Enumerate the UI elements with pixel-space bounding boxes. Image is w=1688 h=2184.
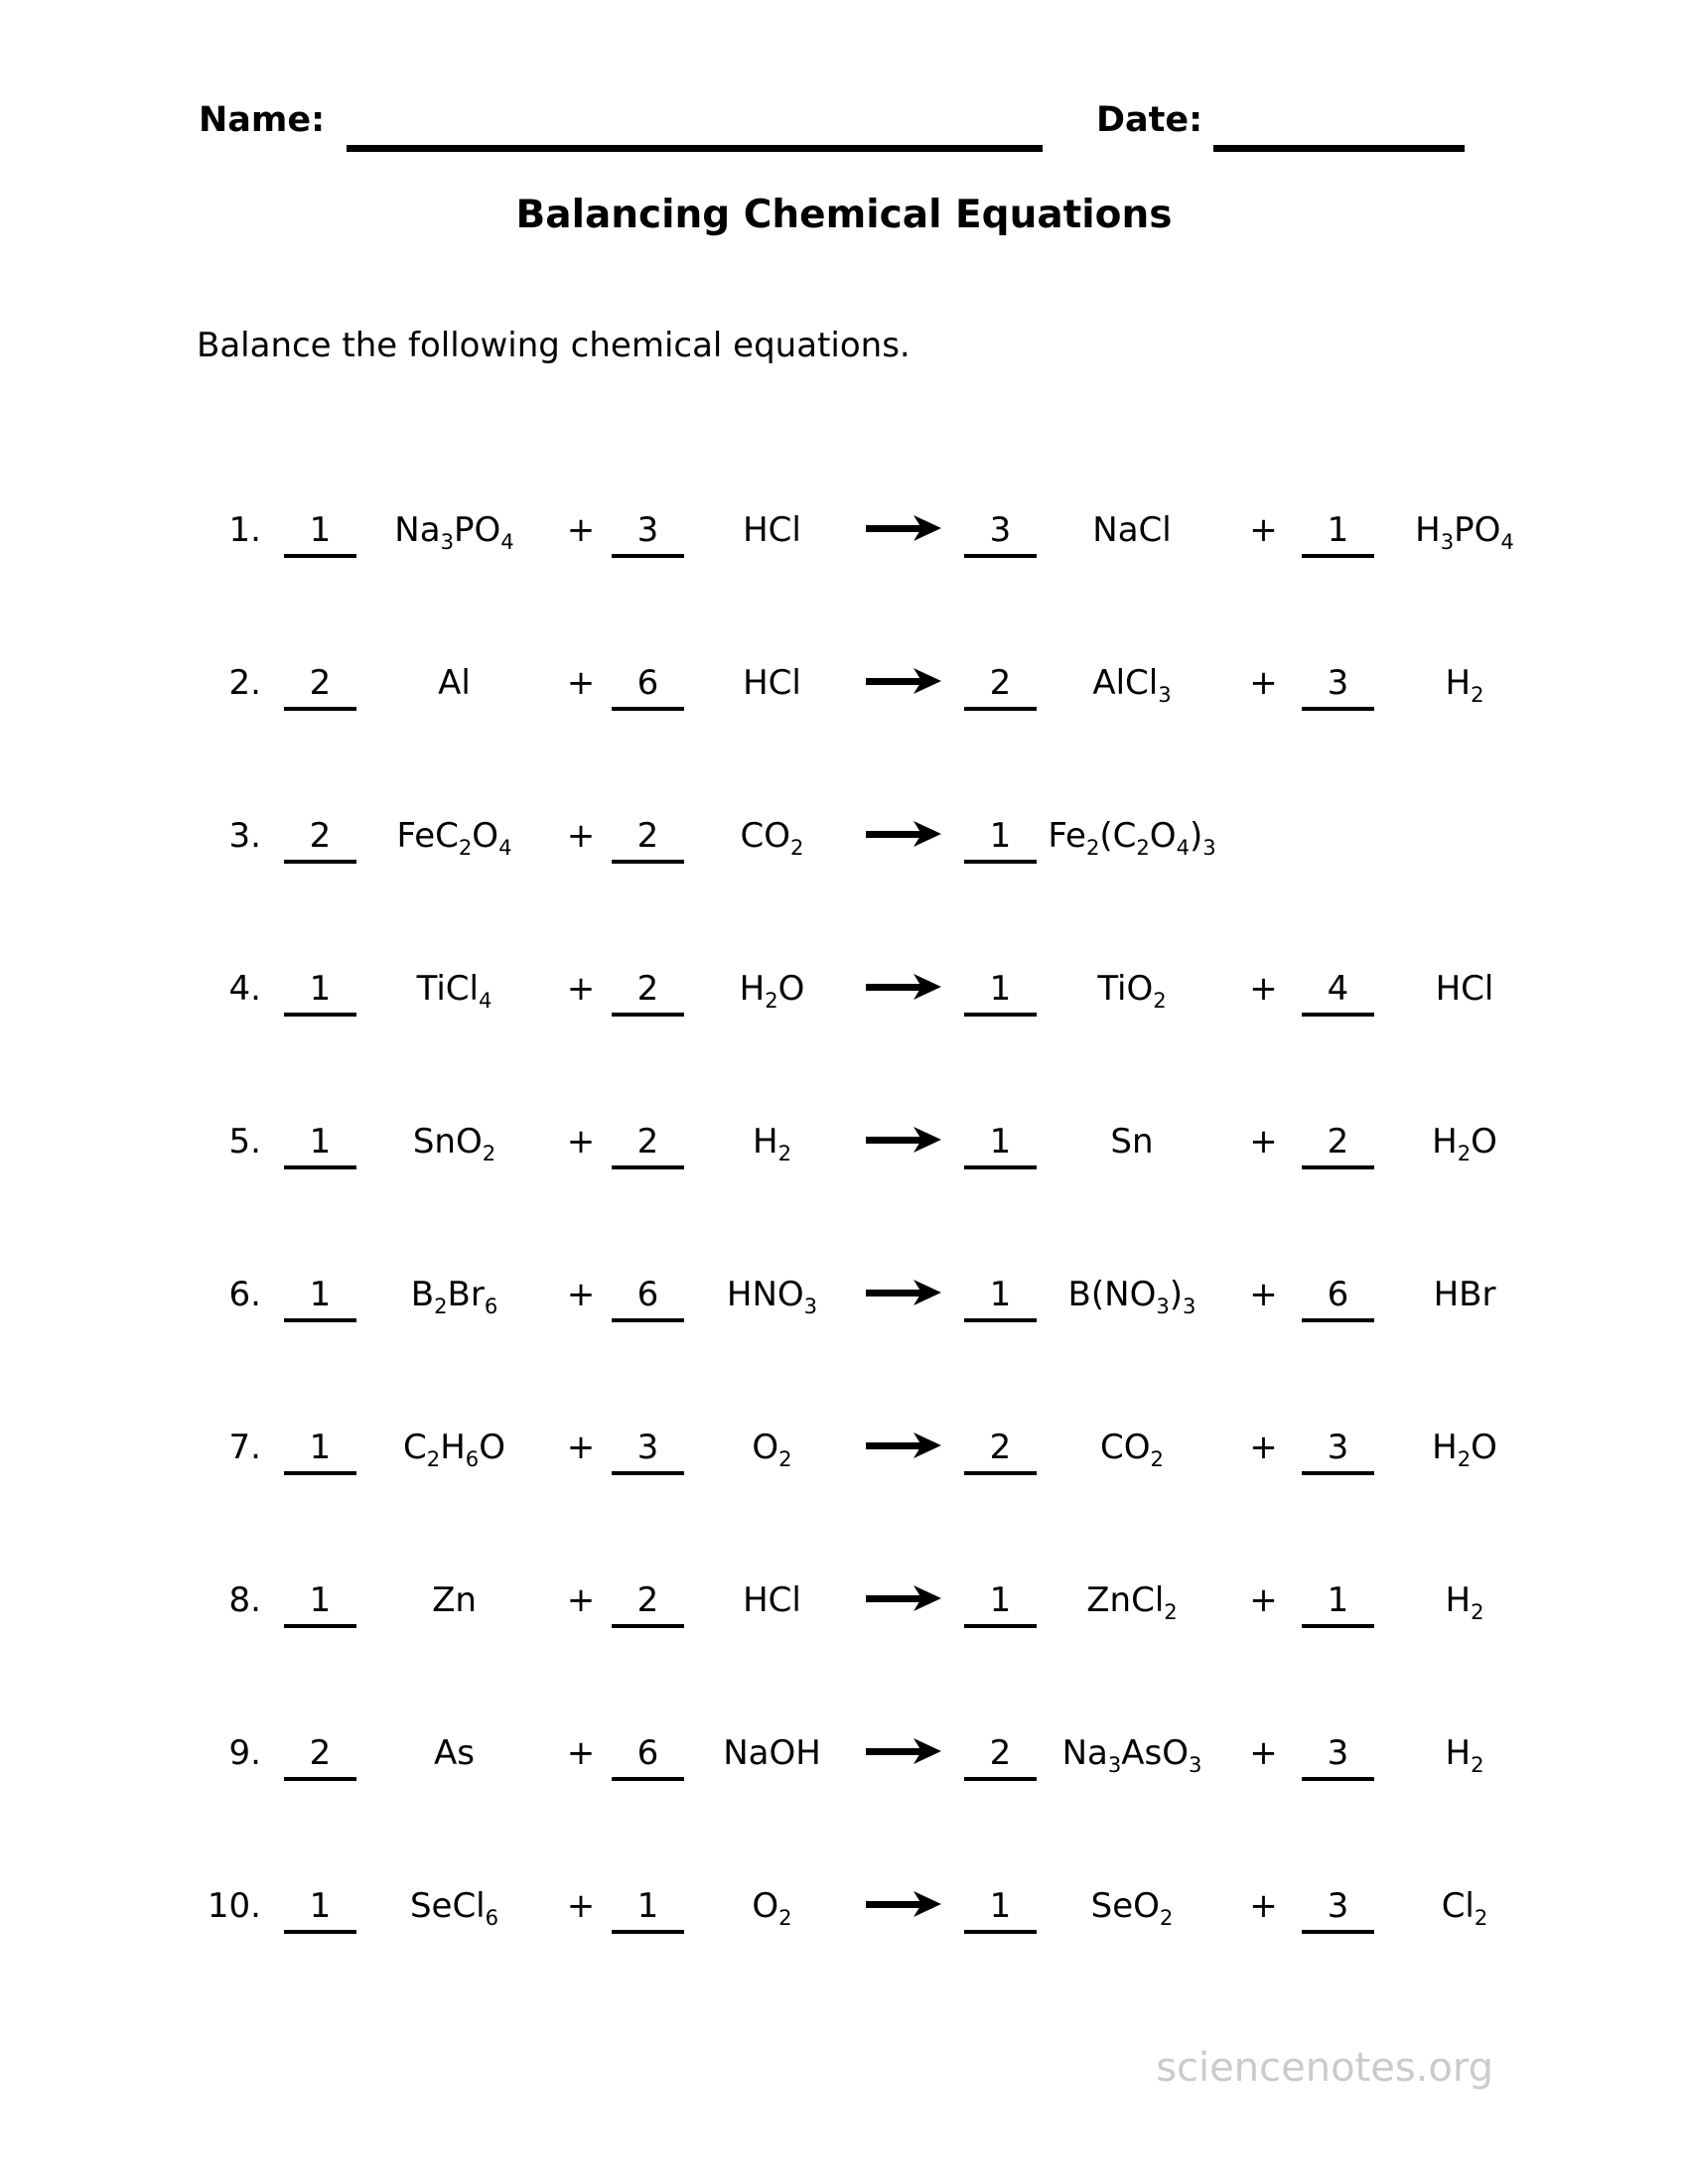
chemical-formula: $CO_2$	[740, 816, 804, 860]
equation-number: 9.	[228, 1733, 261, 1773]
chemical-formula: TiCl$_4$	[416, 969, 492, 1013]
chemical-formula: $Fe_2(C_2O_4)_3$	[1048, 816, 1216, 860]
plus-sign: +	[566, 1428, 596, 1467]
chemical-formula: NaCl	[1092, 510, 1172, 550]
yields-arrow	[859, 663, 948, 704]
coefficient-value: 1	[284, 969, 356, 1017]
chemical-formula: HBr	[1433, 1275, 1496, 1314]
equation-number: 5.	[228, 1122, 261, 1161]
coefficient-blank	[948, 1122, 1038, 1169]
chemical-formula: SeCl$_6$	[409, 1886, 499, 1930]
yields-arrow	[859, 969, 948, 1010]
yields-arrow	[859, 1733, 948, 1774]
plus-sign: +	[566, 816, 596, 856]
coefficient-blank	[1301, 1886, 1375, 1934]
plus-sign: +	[1249, 510, 1278, 550]
chemical-formula: $HNO_3$	[726, 1275, 818, 1318]
plus-sign: +	[566, 1122, 596, 1161]
coefficient-blank	[948, 663, 1038, 711]
coefficient-value: 2	[612, 1580, 684, 1628]
coefficient-blank	[283, 1122, 357, 1169]
yields-arrow	[859, 1428, 948, 1468]
coefficient-blank	[611, 816, 685, 864]
coefficient-blank	[1301, 1275, 1375, 1322]
right-arrow-icon	[866, 668, 941, 694]
chemical-formula: $H_2O$	[739, 969, 805, 1013]
chemical-formula: NaOH	[723, 1733, 821, 1773]
date-blank-line	[1213, 145, 1465, 152]
coefficient-value: 1	[284, 1580, 356, 1628]
coefficient-value: 1	[964, 969, 1037, 1017]
coefficient-blank	[611, 1580, 685, 1628]
equation-row	[199, 816, 1589, 864]
coefficient-value: 2	[1302, 1122, 1374, 1169]
coefficient-value: 1	[964, 1886, 1037, 1934]
footer-site-text: sciencenotes.org	[1156, 2045, 1493, 2091]
coefficient-blank	[611, 1428, 685, 1475]
coefficient-blank	[283, 663, 357, 711]
yields-arrow	[859, 1580, 948, 1621]
plus-sign: +	[566, 1733, 596, 1773]
chemical-formula: $B_2Br_6$	[410, 1275, 498, 1318]
yields-arrow	[859, 816, 948, 857]
coefficient-value: 3	[612, 1428, 684, 1475]
coefficient-value: 1	[964, 816, 1037, 864]
coefficient-blank	[283, 1580, 357, 1628]
equation-number: 7.	[228, 1428, 261, 1467]
chemical-formula: $O_2$	[752, 1428, 792, 1471]
chemical-formula: HCl	[1435, 969, 1494, 1009]
coefficient-blank	[283, 816, 357, 864]
coefficient-blank	[611, 1122, 685, 1169]
coefficient-blank	[1301, 1733, 1375, 1781]
coefficient-value: 2	[964, 663, 1037, 711]
coefficient-value: 3	[964, 510, 1037, 558]
equation-number: 8.	[228, 1580, 261, 1620]
plus-sign: +	[1249, 1733, 1278, 1773]
name-label: Name:	[199, 100, 326, 140]
chemical-formula: $H_2$	[1445, 663, 1484, 707]
right-arrow-icon	[866, 1433, 941, 1458]
coefficient-value: 6	[612, 663, 684, 711]
chemical-formula: $H_3PO_4$	[1415, 510, 1514, 554]
coefficient-blank	[1301, 1428, 1375, 1475]
coefficient-value: 1	[1302, 1580, 1374, 1628]
right-arrow-icon	[866, 1585, 941, 1611]
equation-number: 2.	[228, 663, 261, 703]
coefficient-value: 3	[1302, 1428, 1374, 1475]
coefficient-blank	[948, 1275, 1038, 1322]
chemical-formula: $O_2$	[752, 1886, 792, 1930]
coefficient-blank	[1301, 663, 1375, 711]
chemical-formula: As	[434, 1733, 475, 1773]
coefficient-value: 2	[284, 663, 356, 711]
plus-sign: +	[566, 663, 596, 703]
coefficient-blank	[948, 969, 1038, 1017]
plus-sign: +	[1249, 1580, 1278, 1620]
equation-number: 10.	[207, 1886, 261, 1926]
coefficient-value: 1	[284, 1122, 356, 1169]
equation-row	[199, 969, 1589, 1017]
coefficient-value: 2	[284, 1733, 356, 1781]
coefficient-blank	[611, 1733, 685, 1781]
coefficient-blank	[948, 510, 1038, 558]
equation-number: 6.	[228, 1275, 261, 1314]
coefficient-blank	[283, 1733, 357, 1781]
chemical-formula: $Cl_2$	[1441, 1886, 1488, 1930]
chemical-formula: HCl	[743, 663, 801, 703]
plus-sign: +	[1249, 1886, 1278, 1926]
plus-sign: +	[566, 1580, 596, 1620]
right-arrow-icon	[866, 1280, 941, 1305]
equation-row	[199, 1580, 1589, 1628]
coefficient-blank	[948, 1733, 1038, 1781]
right-arrow-icon	[866, 974, 941, 1000]
coefficient-blank	[611, 510, 685, 558]
coefficient-blank	[283, 510, 357, 558]
coefficient-value: 1	[1302, 510, 1374, 558]
chemical-formula: Al	[438, 663, 471, 703]
coefficient-value: 2	[612, 816, 684, 864]
plus-sign: +	[566, 1275, 596, 1314]
coefficient-blank	[611, 1886, 685, 1934]
coefficient-blank	[611, 969, 685, 1017]
name-blank-line	[347, 145, 1043, 152]
equation-number: 1.	[228, 510, 261, 550]
plus-sign: +	[566, 969, 596, 1009]
chemical-formula: SnO$_2$	[412, 1122, 496, 1165]
chemical-formula: TiO$_2$	[1097, 969, 1167, 1013]
coefficient-blank	[948, 1580, 1038, 1628]
coefficient-blank	[1301, 1122, 1375, 1169]
right-arrow-icon	[866, 1891, 941, 1917]
coefficient-blank	[948, 1428, 1038, 1475]
coefficient-blank	[283, 969, 357, 1017]
coefficient-blank	[283, 1886, 357, 1934]
equation-row	[199, 1886, 1589, 1934]
chemical-formula: $H_2$	[1445, 1580, 1484, 1624]
coefficient-value: 1	[964, 1580, 1037, 1628]
date-label: Date:	[1096, 100, 1203, 140]
right-arrow-icon	[866, 1127, 941, 1153]
equation-row	[199, 510, 1589, 558]
coefficient-blank	[283, 1428, 357, 1475]
chemical-formula: SeO$_2$	[1090, 1886, 1174, 1930]
coefficient-value: 3	[1302, 663, 1374, 711]
coefficient-value: 1	[284, 1275, 356, 1322]
chemical-formula: HCl	[743, 510, 801, 550]
equation-row	[199, 1428, 1589, 1475]
yields-arrow	[859, 1275, 948, 1315]
chemical-formula: $B(NO_3)_3$	[1067, 1275, 1196, 1318]
chemical-formula: $CO_2$	[1100, 1428, 1164, 1471]
equation-row	[199, 1275, 1589, 1322]
plus-sign: +	[1249, 969, 1278, 1009]
chemical-formula: $Na_3PO_4$	[394, 510, 514, 554]
coefficient-value: 1	[612, 1886, 684, 1934]
coefficient-blank	[611, 663, 685, 711]
equation-number: 4.	[228, 969, 261, 1009]
equation-row	[199, 1733, 1589, 1781]
equation-row	[199, 1122, 1589, 1169]
chemical-formula: HCl	[743, 1580, 801, 1620]
coefficient-value: 2	[284, 816, 356, 864]
yields-arrow	[859, 1122, 948, 1162]
chemical-formula: $H_2$	[1445, 1733, 1484, 1777]
instructions-text: Balance the following chemical equations.	[197, 326, 911, 365]
coefficient-value: 1	[964, 1122, 1037, 1169]
coefficient-blank	[283, 1275, 357, 1322]
coefficient-blank	[948, 1886, 1038, 1934]
page-title: Balancing Chemical Equations	[515, 193, 1173, 237]
chemical-formula: $FeC_2O_4$	[396, 816, 512, 860]
chemical-formula: Sn	[1110, 1122, 1154, 1161]
plus-sign: +	[566, 510, 596, 550]
coefficient-value: 3	[1302, 1733, 1374, 1781]
coefficient-blank	[948, 816, 1038, 864]
coefficient-value: 3	[1302, 1886, 1374, 1934]
coefficient-value: 2	[612, 1122, 684, 1169]
chemical-formula: $H_2O$	[1432, 1428, 1497, 1471]
right-arrow-icon	[866, 515, 941, 541]
plus-sign: +	[1249, 663, 1278, 703]
coefficient-value: 1	[284, 1886, 356, 1934]
plus-sign: +	[566, 1886, 596, 1926]
coefficient-value: 1	[284, 510, 356, 558]
equation-number: 3.	[228, 816, 261, 856]
chemical-formula: $H_2$	[753, 1122, 791, 1165]
right-arrow-icon	[866, 821, 941, 847]
coefficient-value: 2	[612, 969, 684, 1017]
coefficient-value: 6	[612, 1275, 684, 1322]
chemical-formula: AlCl$_3$	[1092, 663, 1172, 707]
coefficient-value: 3	[612, 510, 684, 558]
plus-sign: +	[1249, 1428, 1278, 1467]
chemical-formula: $Na_3AsO_3$	[1061, 1733, 1202, 1777]
coefficient-blank	[611, 1275, 685, 1322]
plus-sign: +	[1249, 1122, 1278, 1161]
coefficient-value: 4	[1302, 969, 1374, 1017]
coefficient-blank	[1301, 969, 1375, 1017]
coefficient-value: 6	[612, 1733, 684, 1781]
coefficient-value: 1	[284, 1428, 356, 1475]
coefficient-value: 6	[1302, 1275, 1374, 1322]
chemical-formula: $C_2H_6O$	[403, 1428, 505, 1471]
yields-arrow	[859, 1886, 948, 1927]
equations-list	[199, 510, 1589, 2039]
chemical-formula: Zn	[432, 1580, 477, 1620]
coefficient-value: 2	[964, 1428, 1037, 1475]
coefficient-blank	[1301, 1580, 1375, 1628]
coefficient-blank	[1301, 510, 1375, 558]
chemical-formula: $H_2O$	[1432, 1122, 1497, 1165]
yields-arrow	[859, 510, 948, 551]
right-arrow-icon	[866, 1738, 941, 1764]
equation-row	[199, 663, 1589, 711]
coefficient-value: 1	[964, 1275, 1037, 1322]
plus-sign: +	[1249, 1275, 1278, 1314]
coefficient-value: 2	[964, 1733, 1037, 1781]
chemical-formula: ZnCl$_2$	[1086, 1580, 1178, 1624]
